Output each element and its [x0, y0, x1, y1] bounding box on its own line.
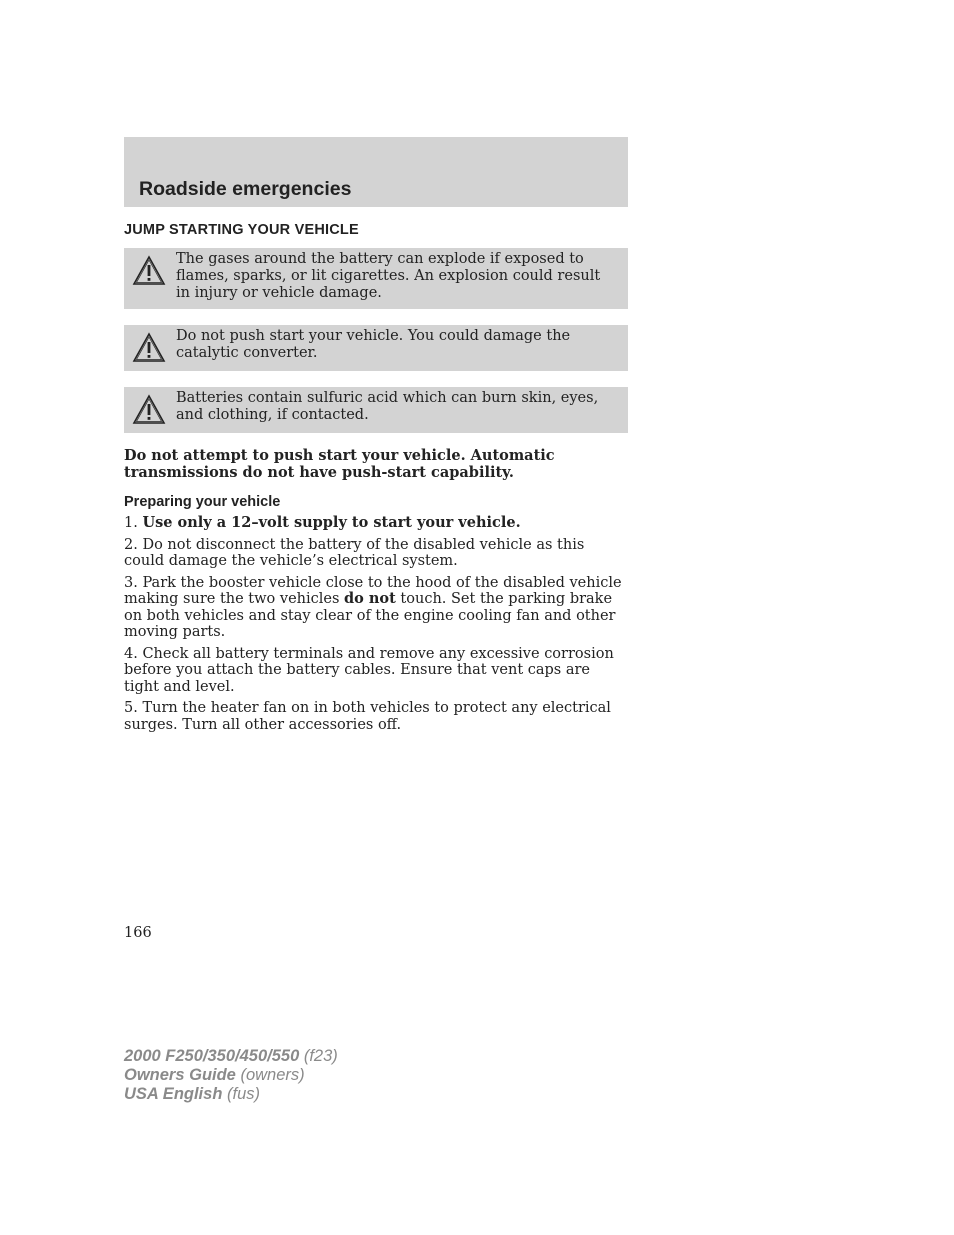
warning-box-2: [124, 325, 628, 371]
step-2: 2. Do not disconnect the battery of the disabled vehicle as this could damage the vehicle’s electrical system.: [124, 536, 585, 569]
section-title: JUMP STARTING YOUR VEHICLE: [124, 222, 359, 238]
document-footer: [124, 1047, 338, 1104]
warning-triangle-icon: [132, 394, 166, 426]
footer-guide: Owners Guide: [124, 1066, 236, 1084]
warning-text: The gases around the battery can explode if exposed to flames, sparks, or lit cigarettes. An explosion could result in injury or vehicle damage.: [176, 251, 601, 301]
warning-text: Do not push start your vehicle. You could damage the catalytic converter.: [176, 328, 571, 361]
chapter-header: [124, 137, 628, 207]
footer-model-code: (f23): [299, 1047, 338, 1065]
push-start-notice: Do not attempt to push start your vehicle. Automatic transmissions do not have push-start capability.: [124, 447, 555, 481]
warning-text: Batteries contain sulfuric acid which can burn skin, eyes, and clothing, if contacted.: [176, 390, 599, 423]
warning-triangle-icon: [132, 332, 166, 364]
footer-line-language: [124, 1085, 338, 1104]
footer-guide-code: (owners): [235, 1066, 305, 1084]
step-number: 1.: [124, 515, 143, 531]
warning-triangle-icon: [132, 255, 166, 287]
footer-model: 2000 F250/350/450/550: [124, 1047, 300, 1065]
step-3: [124, 575, 628, 641]
warning-box-3: [124, 387, 628, 433]
step-text: 3. Park the booster vehicle close to the hood of the disabled vehicle making sure the two vehicles: [124, 574, 622, 607]
footer-language: USA English: [124, 1085, 223, 1103]
footer-line-model: [124, 1047, 338, 1066]
step-1: [124, 515, 628, 532]
step-emphasis: do not: [344, 590, 396, 607]
step-bold-text: Use only a 12–volt supply to start your vehicle.: [142, 514, 521, 531]
warning-box-1: [124, 248, 628, 309]
page-content: [124, 137, 628, 733]
page-number: 166: [124, 925, 152, 941]
step-4: 4. Check all battery terminals and remove any excessive corrosion before you attach the battery cables. Ensure that vent caps are tight and level.: [124, 645, 614, 695]
footer-line-guide: [124, 1066, 338, 1085]
preparing-title: Preparing your vehicle: [124, 494, 281, 510]
chapter-title: Roadside emergencies: [139, 178, 352, 200]
footer-language-code: (fus): [222, 1085, 260, 1103]
step-5: 5. Turn the heater fan on in both vehicles to protect any electrical surges. Turn all other accessories off.: [124, 700, 611, 733]
step-text: touch. Set the parking brake on both vehicles and stay clear of the engine cooling fan and other moving parts.: [124, 591, 616, 640]
